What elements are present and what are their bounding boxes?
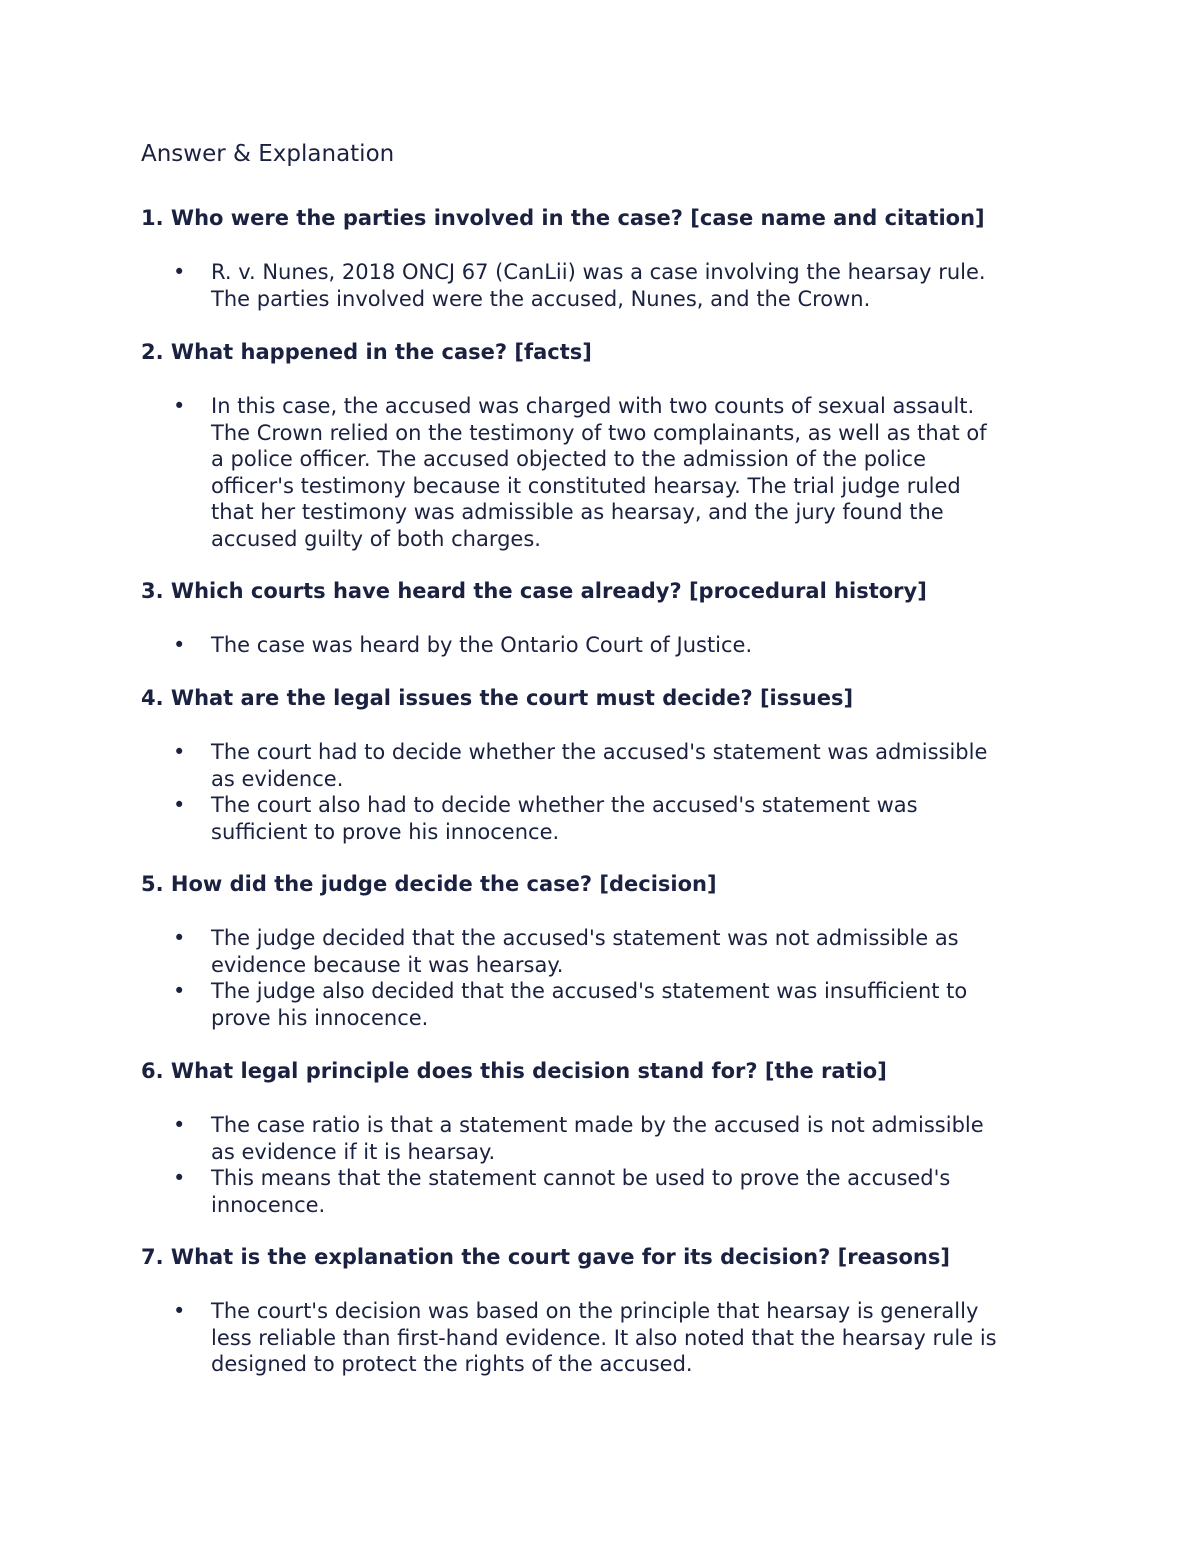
question-heading: 7. What is the explanation the court gave for its decision? [reasons] bbox=[141, 1245, 950, 1269]
answer-text: R. v. Nunes, 2018 ONCJ 67 (CanLii) was a case involving the hearsay rule. The parties involved were the accused, Nunes, and the Crown. bbox=[211, 260, 986, 311]
answer-list bbox=[141, 259, 1071, 312]
question-heading: 5. How did the judge decide the case? [decision] bbox=[141, 872, 717, 896]
question-heading: 1. Who were the parties involved in the case? [case name and citation] bbox=[141, 206, 985, 230]
bullet-icon: • bbox=[173, 1166, 186, 1190]
bullet-icon: • bbox=[173, 1299, 186, 1323]
qa-section-6 bbox=[141, 1058, 1071, 1218]
answer-list bbox=[141, 739, 1071, 845]
question-heading: 3. Which courts have heard the case already? [procedural history] bbox=[141, 579, 927, 603]
document-title: Answer & Explanation bbox=[141, 141, 395, 167]
list-item bbox=[141, 978, 1071, 1031]
qa-section-5 bbox=[141, 871, 1071, 1031]
bullet-icon: • bbox=[173, 740, 186, 764]
answer-list bbox=[141, 925, 1071, 1031]
qa-section-7 bbox=[141, 1244, 1071, 1378]
answer-text: The case was heard by the Ontario Court of Justice. bbox=[211, 633, 753, 657]
bullet-icon: • bbox=[173, 394, 186, 418]
bullet-icon: • bbox=[173, 260, 186, 284]
list-item bbox=[141, 792, 1071, 845]
qa-section-3 bbox=[141, 578, 1071, 659]
bullet-icon: • bbox=[173, 979, 186, 1003]
list-item bbox=[141, 925, 1071, 978]
list-item bbox=[141, 1298, 1071, 1378]
answer-text: This means that the statement cannot be used to prove the accused's innocence. bbox=[211, 1166, 951, 1217]
list-item bbox=[141, 393, 1071, 552]
bullet-icon: • bbox=[173, 926, 186, 950]
answer-text: The court's decision was based on the principle that hearsay is generally less reliable than first-hand evidence. It also noted that the hearsay rule is designed to protect the rights of the accused. bbox=[211, 1299, 997, 1376]
qa-section-2 bbox=[141, 339, 1071, 552]
bullet-icon: • bbox=[173, 633, 186, 657]
list-item bbox=[141, 259, 1071, 312]
question-heading: 6. What legal principle does this decision stand for? [the ratio] bbox=[141, 1059, 887, 1083]
qa-section-4 bbox=[141, 685, 1071, 845]
answer-text: The judge also decided that the accused's statement was insufficient to prove his innocence. bbox=[211, 979, 968, 1030]
qa-section-1 bbox=[141, 205, 1071, 312]
question-heading: 4. What are the legal issues the court must decide? [issues] bbox=[141, 686, 854, 710]
answer-text: The court also had to decide whether the accused's statement was sufficient to prove his innocence. bbox=[211, 793, 918, 844]
answer-list bbox=[141, 1112, 1071, 1218]
answer-text: The court had to decide whether the accused's statement was admissible as evidence. bbox=[211, 740, 988, 791]
answer-list bbox=[141, 1298, 1071, 1378]
list-item bbox=[141, 1112, 1071, 1165]
bullet-icon: • bbox=[173, 793, 186, 817]
list-item bbox=[141, 1165, 1071, 1218]
list-item bbox=[141, 632, 1071, 659]
question-heading: 2. What happened in the case? [facts] bbox=[141, 340, 592, 364]
answer-list bbox=[141, 393, 1071, 552]
answer-list bbox=[141, 632, 1071, 659]
list-item bbox=[141, 739, 1071, 792]
answer-text: In this case, the accused was charged with two counts of sexual assault. The Crown relied on the testimony of two complainants, as well as that of a police officer. The accused objected to the admission of the police officer's testimony because it constituted hearsay. The trial judge ruled that her testimony was admissible as hearsay, and the jury found the accused guilty of both charges. bbox=[211, 394, 987, 551]
answer-text: The judge decided that the accused's statement was not admissible as evidence because it was hearsay. bbox=[211, 926, 959, 977]
bullet-icon: • bbox=[173, 1113, 186, 1137]
answer-text: The case ratio is that a statement made by the accused is not admissible as evidence if it is hearsay. bbox=[211, 1113, 984, 1164]
